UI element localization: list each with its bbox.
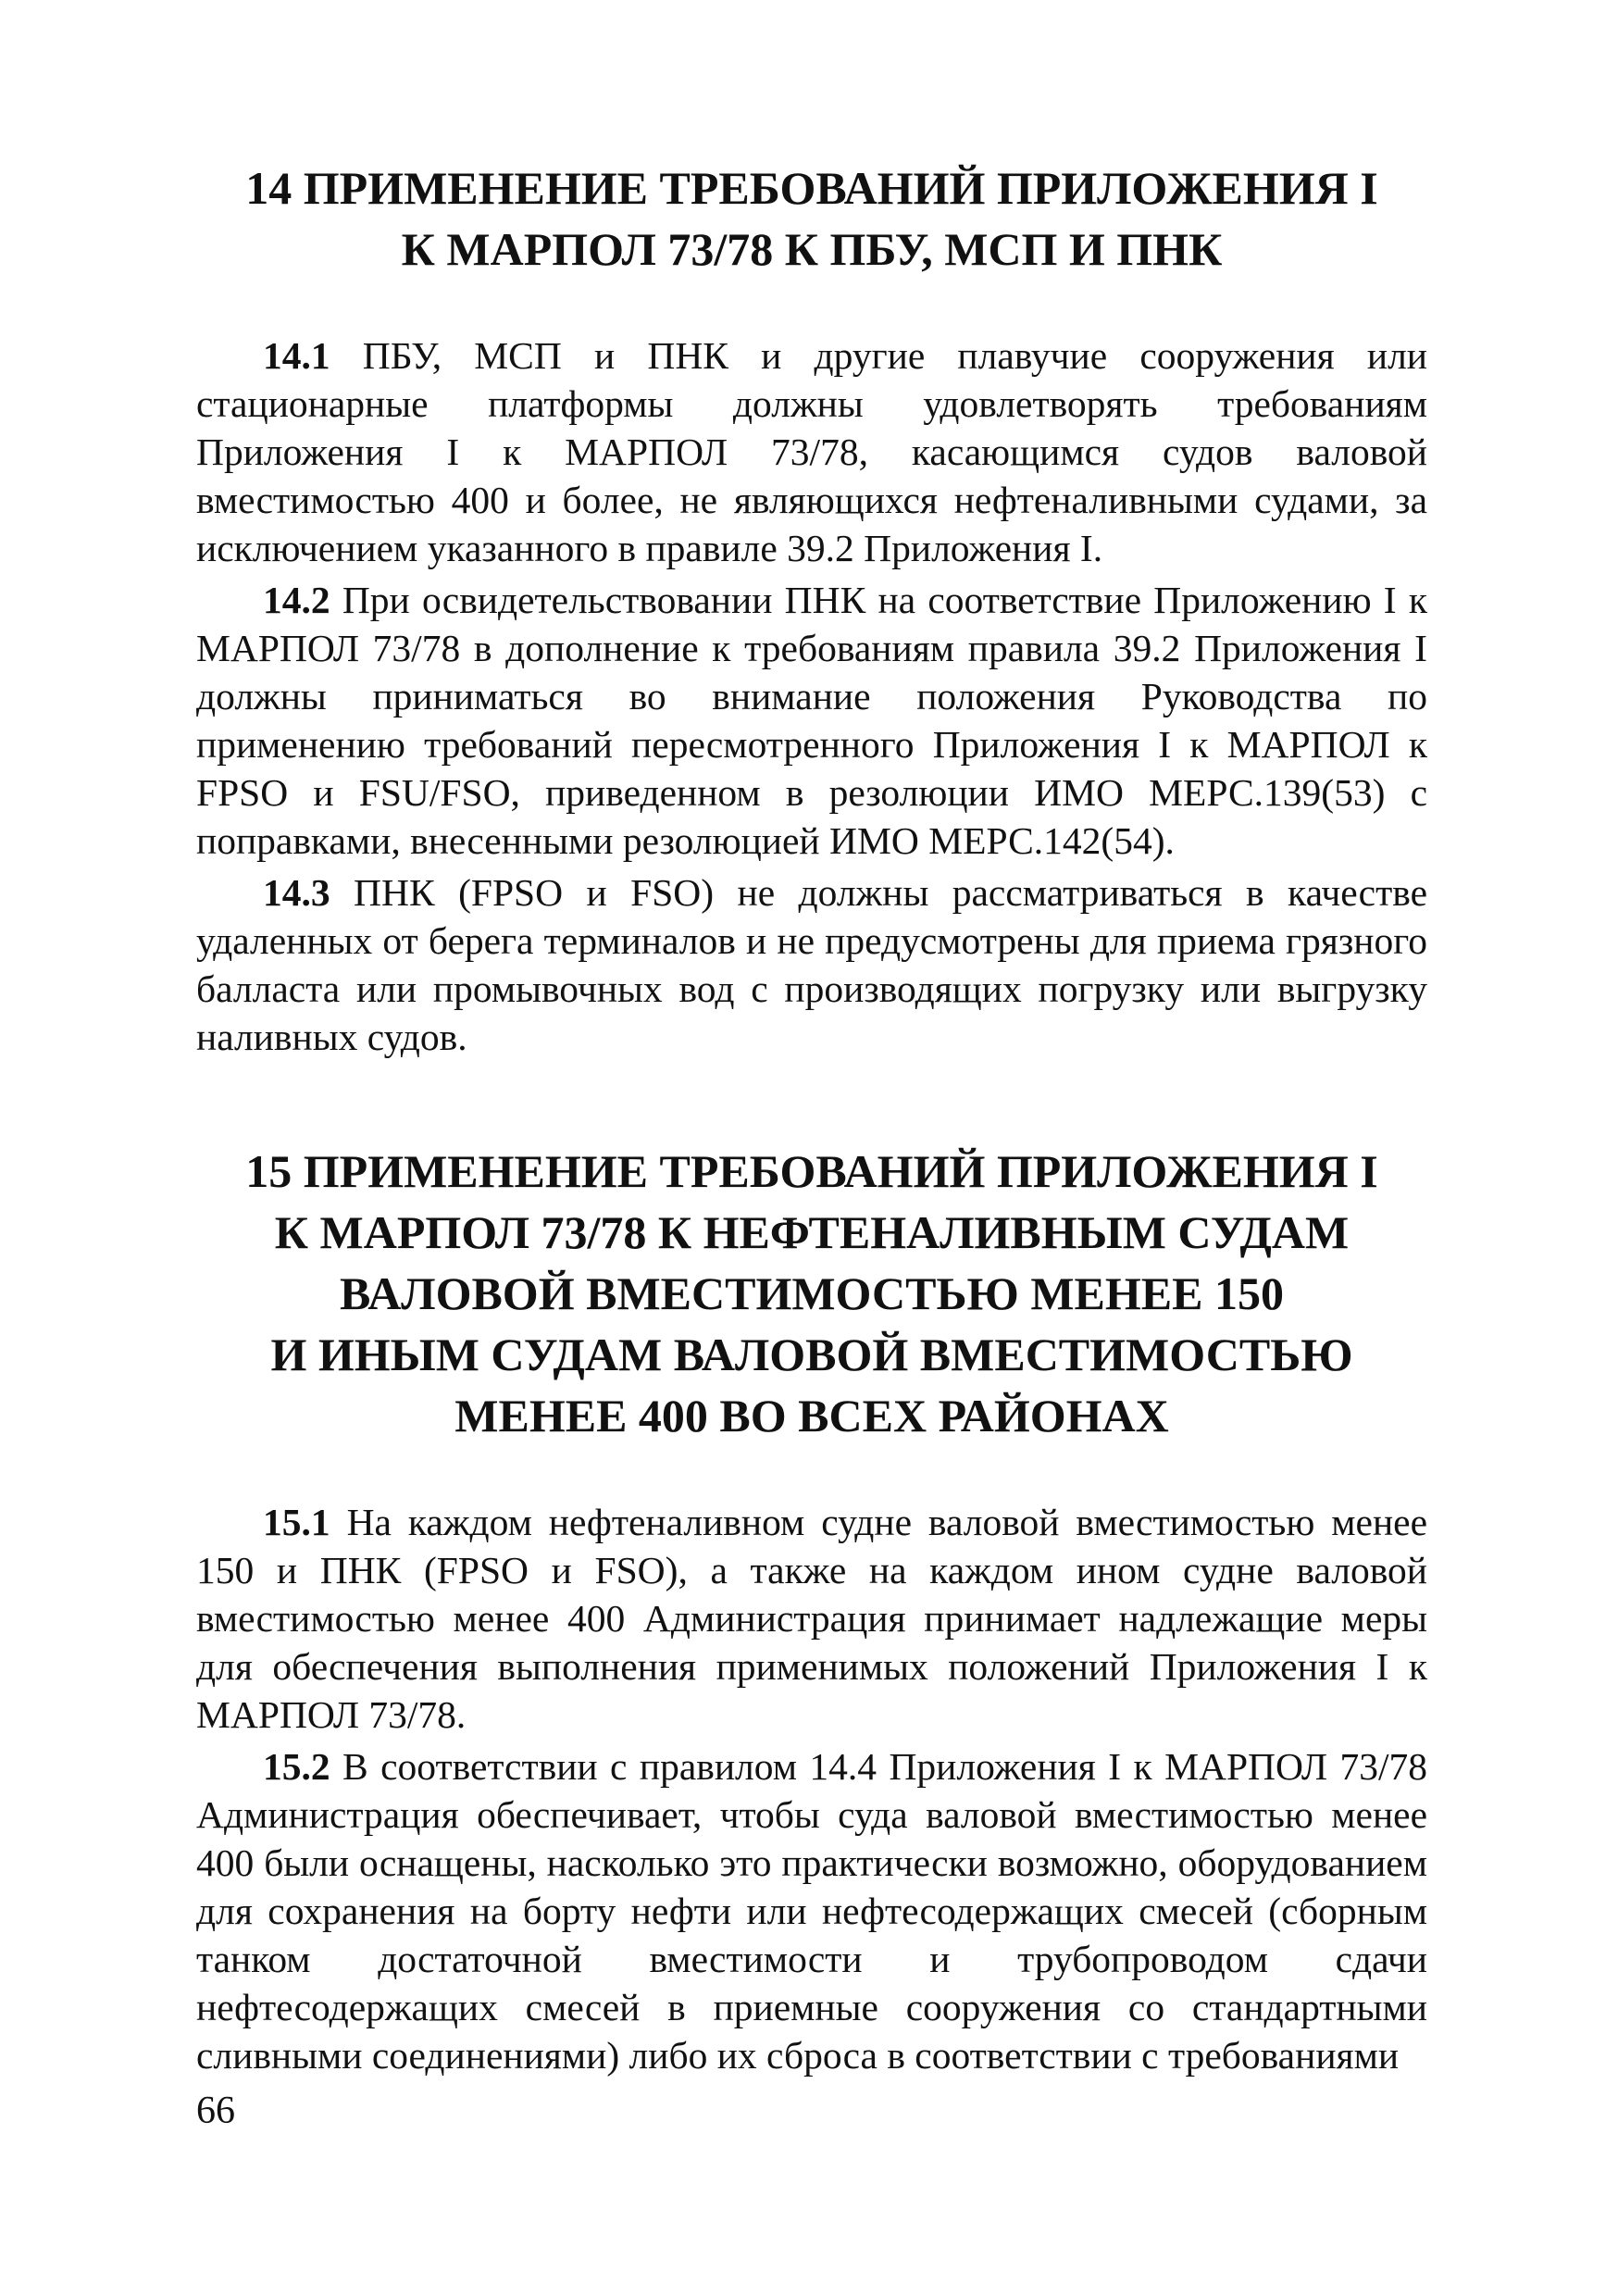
paragraph-14-1	[196, 331, 1427, 572]
clause-text: При освидетельствовании ПНК на соответствие Приложению I к МАРПОЛ 73/78 в дополнение к требованиям правила 39.2 Приложения I должны приниматься во внимание положения Руководства по применению требований пересмотренного Приложения I к МАРПОЛ к FPSO и FSU/FSO, приведенном в резолюции ИМО МЕРС.139(53) с поправками, внесенными резолюцией ИМО МЕРС.142(54).	[196, 579, 1427, 862]
clause-text: На каждом нефтеналивном судне валовой вместимостью менее 150 и ПНК (FPSO и FSO), а также на каждом ином судне валовой вместимостью менее 400 Администрация принимает надлежащие меры для обеспечения выполнения применимых положений Приложения I к МАРПОЛ 73/78.	[196, 1501, 1427, 1736]
clause-text: ПБУ, МСП и ПНК и другие плавучие сооружения или стационарные платформы должны удовлетворять требованиям Приложения I к МАРПОЛ 73/78, касающимся судов валовой вместимостью 400 и более, не являющихся нефтеналивными судами, за исключением указанного в правиле 39.2 Приложения I.	[196, 334, 1427, 569]
heading-line: МЕНЕЕ 400 ВО ВСЕХ РАЙОНАХ	[454, 1390, 1169, 1441]
heading-line: 14 ПРИМЕНЕНИЕ ТРЕБОВАНИЙ ПРИЛОЖЕНИЯ I	[245, 162, 1378, 214]
paragraph-15-2	[196, 1742, 1427, 2079]
section-15-heading	[196, 1141, 1427, 1446]
paragraph-14-2	[196, 576, 1427, 865]
heading-line: К МАРПОЛ 73/78 К ПБУ, МСП И ПНК	[401, 223, 1223, 275]
clause-number: 15.1	[263, 1501, 330, 1543]
clause-number: 15.2	[263, 1745, 330, 1788]
clause-number: 14.1	[263, 334, 330, 377]
paragraph-14-3	[196, 868, 1427, 1061]
clause-text: ПНК (FPSO и FSO) не должны рассматриваться в качестве удаленных от берега терминалов и не предусмотрены для приема грязного балласта или промывочных вод с производящих погрузку или выгрузку наливных судов.	[196, 871, 1427, 1058]
page-number: 66	[196, 2090, 235, 2132]
heading-line: ВАЛОВОЙ ВМЕСТИМОСТЬЮ МЕНЕЕ 150	[340, 1267, 1284, 1319]
heading-line: 15 ПРИМЕНЕНИЕ ТРЕБОВАНИЙ ПРИЛОЖЕНИЯ I	[245, 1145, 1378, 1197]
paragraph-15-1	[196, 1498, 1427, 1739]
document-page	[196, 157, 1427, 2083]
section-14-heading	[196, 157, 1427, 280]
clause-text: В соответствии с правилом 14.4 Приложения I к МАРПОЛ 73/78 Администрация обеспечивает, чтобы суда валовой вместимостью менее 400 были оснащены, насколько это практически возможно, оборудованием для сохранения на борту нефти или нефтесодержащих смесей (сборным танком достаточной вместимости и трубопроводом сдачи нефтесодержащих смесей в приемные сооружения со стандартными сливными соединениями) либо их сброса в соответствии с требованиями	[196, 1745, 1427, 2077]
clause-number: 14.2	[263, 579, 330, 621]
heading-line: И ИНЫМ СУДАМ ВАЛОВОЙ ВМЕСТИМОСТЬЮ	[270, 1329, 1353, 1380]
clause-number: 14.3	[263, 871, 330, 914]
heading-line: К МАРПОЛ 73/78 К НЕФТЕНАЛИВНЫМ СУДАМ	[274, 1206, 1350, 1258]
